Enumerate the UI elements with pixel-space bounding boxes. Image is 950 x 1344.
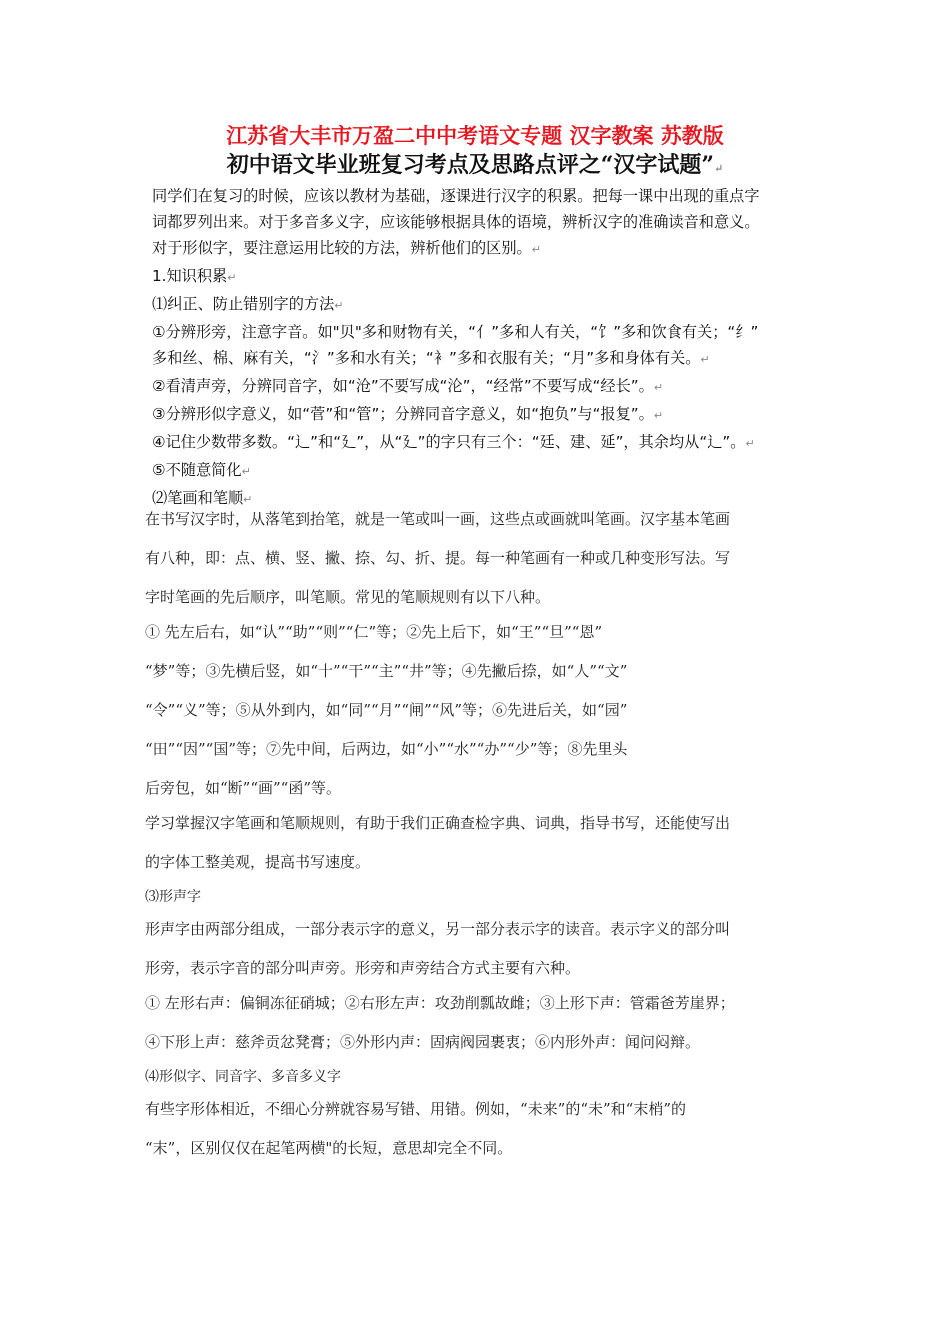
document-subtitle [0, 148, 950, 179]
scan-line: ①分辨形旁，注意字音。如"贝"多和财物有关，“亻”多和人有关，“饣”多和饮食有关；“纟” [152, 323, 759, 341]
body-line: “令”“义”等；⑤从外到内，如“同”“月”“闸”“风”等；⑥先进后关，如“园” [145, 701, 628, 719]
scan-heading: ⑵笔画和笔顺↵ [152, 489, 253, 507]
body-line: 后旁包，如“断”“画”“函”等。 [145, 779, 342, 797]
scan-line: 对于形似字，要注意运用比较的方法，辨析他们的区别。↵ [152, 239, 541, 257]
scanned-intro-section [152, 183, 832, 513]
scan-line: 同学们在复习的时候，应该以教材为基础，逐课进行汉字的积累。把每一课中出现的重点字 [152, 187, 760, 205]
scan-line: 多和丝、棉、麻有关，“氵”多和水有关；“衤”多和衣服有关；“月”多和身体有关。↵ [152, 349, 710, 367]
scan-line: ④记住少数带多数。“辶”和“廴”，从“廴”的字只有三个：“廷、建、延”，其余均从“辶”。↵ [152, 433, 755, 451]
body-line: 形声字由两部分组成，一部分表示字的意义，另一部分表示字的读音。表示字义的部分叫 [145, 920, 731, 938]
scan-line: 词都罗列出来。对于多音多义字，应该能够根据具体的语境，辨析汉字的准确读音和意义。 [152, 213, 760, 231]
body-line: ④下形上声：慈斧贡忿凳膏；⑤外形内声：固病阀园裹衷；⑥内形外声：闻问闷辩。 [145, 1033, 701, 1051]
scan-line: ⑤不随意简化↵ [152, 461, 251, 479]
body-line: “田”“因”“国”等；⑦先中间，后两边，如“小”“水”“办”“少”等；⑧先里头 [145, 740, 628, 758]
body-line: ① 先左后右，如“认”“助”“则”“仁”等；②先上后下，如“王”“旦”“恩” [145, 623, 603, 641]
body-text-section [145, 508, 810, 1172]
body-line: ① 左形右声：偏铜冻征硝城；②右形左声：攻劲削瓢故雌；③上形下声：管霜爸芳崖界； [145, 994, 735, 1012]
paragraph-mark: ↵ [714, 162, 724, 175]
body-line: 在书写汉字时，从落笔到抬笔，就是一笔或叫一画，这些点或画就叫笔画。汉字基本笔画 [145, 510, 731, 528]
document-title: 江苏省大丰市万盈二中中考语文专题 汉字教案 苏教版 [226, 124, 724, 148]
scan-heading: ⑴纠正、防止错别字的方法↵ [152, 295, 344, 313]
section-heading: ⑶形声字 [145, 889, 201, 905]
section-heading: ⑷形似字、同音字、多音多义字 [145, 1069, 341, 1085]
body-line: “末”，区别仅仅在起笔两横"的长短，意思却完全不同。 [145, 1139, 513, 1157]
scan-line: ②看清声旁，分辨同音字，如“沧”不要写成“沦”，“经常”不要写成“经长”。↵ [152, 377, 664, 395]
body-line: 有些字形体相近，不细心分辨就容易写错、用错。例如，“未来”的“未”和“末梢”的 [145, 1100, 687, 1118]
scan-heading: 1.知识积累↵ [152, 267, 237, 285]
subtitle-text: 初中语文毕业班复习考点及思路点评之“汉字试题” [226, 152, 715, 178]
scan-line: ③分辨形似字意义，如“菅”和“管”；分辨同音字意义，如“抱负”与“报复”。↵ [152, 405, 664, 423]
body-line: “梦”等；③先横后竖，如“十”“干”“主”“井”等；④先撇后捺，如“人”“文” [145, 662, 628, 680]
body-line: 字时笔画的先后顺序，叫笔顺。常见的笔顺规则有以下八种。 [145, 588, 551, 606]
body-line: 学习掌握汉字笔画和笔顺规则，有助于我们正确查检字典、词典，指导书写，还能使写出 [145, 814, 731, 832]
body-line: 形旁，表示字音的部分叫声旁。形旁和声旁结合方式主要有六种。 [145, 959, 581, 977]
body-line: 的字体工整美观，提高书写速度。 [145, 853, 371, 871]
body-line: 有八种，即：点、横、竖、撇、捺、勾、折、提。每一种笔画有一种或几种变形写法。写 [145, 549, 731, 567]
